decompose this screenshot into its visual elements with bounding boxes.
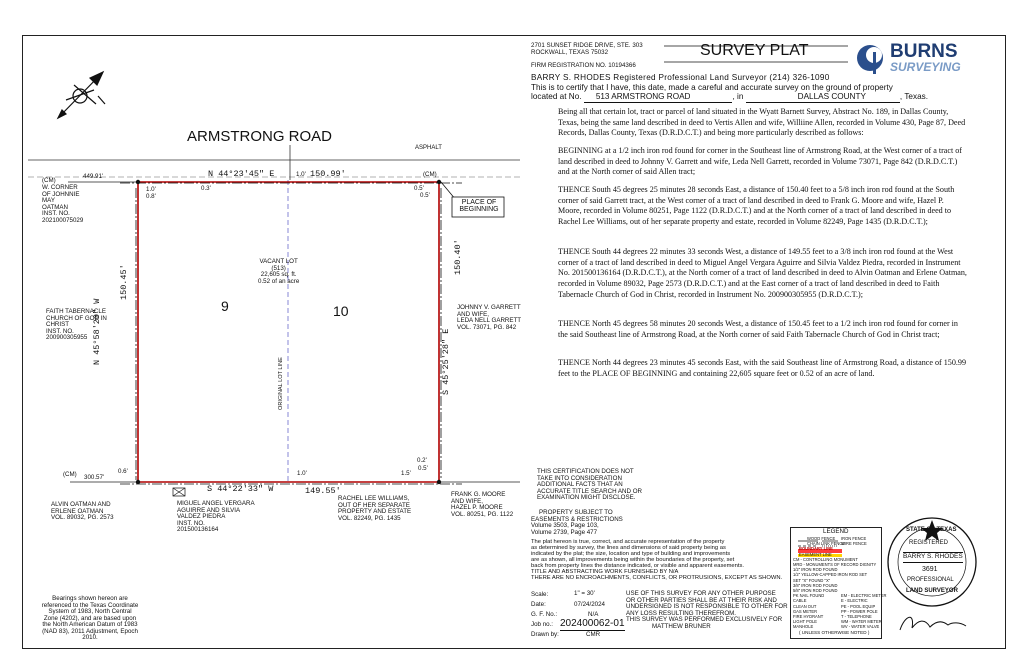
offset-ne-1: 0.5'	[414, 185, 424, 192]
cm-sw: (CM)	[63, 471, 77, 478]
easements-note: PROPERTY SUBJECT TO EASEMENTS & RESTRICTIONS Volume 3503, Page 103, Volume 2739, Page 477	[531, 509, 623, 536]
iron-rod-icon	[136, 180, 140, 184]
description-para-1: Being all that certain lot, tract or parcel of land situated in the Wyatt Barnett Survey, Abstract No. 189, in Dallas County, Texas, being the same land described in deed to Vertis Allen and wife, Williine Allen, recorded in Volume 430, Page 87, Deed Records, Dallas County, Texas (D.R.D.C.T.) and being more particularly described as follows:	[558, 107, 966, 138]
description-para-4: THENCE South 44 degrees 22 minutes 33 seconds West, a distance of 149.55 feet to a 3/8 inch iron rod found at the West corner of a tract of land described in deed to Miguel Angel Vergara Aguirre and Silvia Valdez Piedra, recorded in Instrument No. 201500136164 (D.R.D.C.T.), at the North corner of a tract of land described in deed to Alvin Oatman and Erlene Oatman, recorded in Volume 89032, Page 2573 (D.R.D.C.T.) and at the East corner of a tract of land described in deed to Faith Tabernacle Church of God in Christ, recorded in Instrument No. 200900305955 (D.R.D.C.T.);	[558, 247, 967, 299]
seal-surveyor: LAND SURVEYOR	[906, 588, 958, 594]
north-arrow-icon	[58, 72, 105, 118]
page-title: SURVEY PLAT	[700, 42, 809, 59]
seal-state: STATE OF TEXAS	[906, 527, 957, 533]
dim-449: 449.91'	[83, 173, 104, 180]
north-distance: 150.99'	[310, 169, 346, 179]
offset-se-3: 1.5'	[401, 470, 411, 477]
vacant-lot-note: VACANT LOT (513) 22,605 sq. ft. 0.52 of an acre	[258, 258, 300, 285]
cm-nw: (CM)	[42, 177, 56, 184]
iron-rod-icon	[437, 480, 441, 484]
lot-9-label: 9	[221, 298, 229, 314]
iron-rod-icon	[437, 180, 441, 184]
firm-address: 2701 SUNSET RIDGE DRIVE, STE. 303 ROCKWALL, TEXAS 75032	[531, 42, 643, 56]
se-adjoiner: FRANK G. MOORE AND WIFE, HAZEL P. MOORE VOL. 80251, PG. 1122	[451, 491, 514, 518]
east-adjoiner: JOHNNY V. GARRETT AND WIFE, LEDA NELL GARRETT VOL. 73071, PG. 842	[457, 304, 522, 331]
original-lot-line-label: ORIGINAL LOT LINE	[278, 357, 284, 410]
gf-value: N/A	[588, 611, 599, 618]
description-para-2: BEGINNING at a 1/2 inch iron rod found for corner in the Southeast line of Armstrong Road, at the West corner of a tract of land described in deed to Johnny V. Garrett and wife, Leda Nell Garrett, recorded in Volume 73071, Page 842 (D.R.D.C.T.) and at the North corner of said Allen tract;	[558, 146, 963, 177]
description-para-5: THENCE North 45 degrees 58 minutes 20 seconds West, a distance of 150.45 feet to a 1/2 inch iron rod found for corner in the said Southeast line of Armstrong Road, at the North corner of said Faith Tabernacle Church of God in Christ tract;	[558, 319, 958, 339]
seal-name: BARRY S. RHODES	[903, 552, 963, 563]
dim-300: 300.57'	[84, 474, 105, 481]
scale-label: Scale:	[531, 591, 549, 598]
legend	[790, 527, 887, 639]
cm-ne: (CM)	[423, 171, 437, 178]
job-value: 202400062-01	[560, 618, 625, 629]
offset-se-1: 0.2'	[417, 457, 427, 464]
s1-adjoiner: MIGUEL ANGEL VERGARA AGUIRRE AND SILVIA VALDEZ PIEDRA INST. NO. 201500136164	[177, 500, 255, 533]
west-distance: 150.45'	[119, 264, 129, 300]
north-bearing: N 44°23'45" E	[208, 169, 275, 179]
bearings-note: Bearings shown hereon are referenced to the Texas Coordinate System of 1983, North Central Zone (4202), and are based upon the North American Datum of 1983 (NAD 83), 2011 Adjustment, Epoch 2010.	[41, 595, 139, 641]
lot-10-label: 10	[333, 303, 349, 319]
seal-number: 3691	[922, 566, 938, 573]
offset-nw-2: 0.8'	[146, 193, 156, 200]
signature-icon	[900, 617, 966, 630]
west-bearing: N 45°58'20" W	[92, 298, 102, 365]
firm-registration: FIRM REGISTRATION NO. 10194366	[531, 62, 636, 69]
surveyor-line: BARRY S. RHODES Registered Professional Land Surveyor (214) 326-1090	[531, 73, 830, 82]
gf-label: G. F. No.:	[531, 611, 558, 618]
located-line: located at No. 513 ARMSTRONG ROAD , in DALLAS COUNTY , Texas.	[531, 92, 928, 101]
offset-se-2: 0.5'	[418, 465, 428, 472]
legend-right-column: IRON FENCE WIRE FENCE EM - ELECTRIC METER E - ELECTRIC PE - POOL EQUIP PP - POWER POLE T - TELEPHONE WM - WATER METER WV - WATER VALVE	[841, 536, 887, 630]
offset-s-1: 1.0'	[297, 470, 307, 477]
offset-nw-3: 0.3'	[201, 185, 211, 192]
job-label: Job no.:	[531, 621, 554, 628]
date-value: 07/24/2024	[574, 601, 605, 608]
east-distance: 150.40'	[453, 239, 463, 275]
boundary-line	[138, 182, 439, 482]
logo-text-bottom: SURVEYING	[890, 60, 961, 74]
road-name-label: ARMSTRONG ROAD	[187, 128, 333, 145]
scale-value: 1" = 30'	[574, 590, 595, 597]
east-bearing: S 45°25'28" E	[441, 328, 451, 395]
offset-n-1: 1.0'	[296, 171, 306, 178]
location-address: 513 ARMSTRONG ROAD	[584, 93, 733, 103]
south-bearing: S 44°22'33" W	[207, 484, 274, 494]
signature-text	[890, 640, 897, 641]
location-county: DALLAS COUNTY	[746, 93, 900, 103]
iron-rod-icon	[136, 480, 140, 484]
seal-registered: REGISTERED	[909, 540, 949, 546]
legend-title: LEGEND	[823, 528, 849, 535]
pob-label: PLACE OF BEGINNING	[459, 199, 499, 214]
legend-unless-note: ( UNLESS OTHERWISE NOTED )	[799, 630, 870, 635]
description-para-6: THENCE North 44 degrees 23 minutes 45 seconds East, with the said Southeast line of Armstrong Road, a distance of 150.99 feet to the PLACE OF BEGINNING and containing 22,605 square feet or 0.52 of an acre of land.	[558, 358, 966, 378]
asphalt-label: ASPHALT	[415, 145, 442, 151]
nw-adjoiner: W. CORNER OF JOHNNIE MAY OATMAN INST. NO. 202100075029	[42, 184, 84, 224]
drawn-value: CMR	[586, 631, 601, 638]
sw-adjoiner: ALVIN OATMAN AND ERLENE OATMAN VOL. 89032, PG. 2573	[51, 501, 114, 521]
accuracy-statement: The plat hereon is true, correct, and accurate representation of the property as determined by survey, the lines and dimensions of said property being as indicated by the plat; the size, location and type of building and improvements are as shown, all improvements being within the boundaries of the property, set back from property lines the distance indicated, or visible and apparent easements. TITLE AND ABSTRACTING WORK FURNISHED BY N/A THERE ARE NO ENCROACHMENTS, CONFLICTS, OR PROTRUSIONS, EXCEPT AS SHOWN.	[531, 539, 783, 582]
use-note: USE OF THIS SURVEY FOR ANY OTHER PURPOSE OR OTHER PARTIES SHALL BE AT THEIR RISK AND UNDERSIGNED IS NOT RESPONSIBLE TO OTHER FOR ANY LOSS RESULTING THEREFROM. THIS SURVEY WAS PERFORMED EXCLUSIVELY FOR MATTHEW BRUNER	[626, 590, 788, 630]
logo-text-top: BURNS	[890, 41, 958, 62]
west-adjoiner: FAITH TABERNACLE CHURCH OF GOD IN CHRIST INST. NO. 200900305955	[46, 308, 107, 341]
offset-sw-1: 0.6'	[118, 468, 128, 475]
south-distance: 149.55'	[305, 486, 341, 496]
offset-ne-2: 0.5'	[420, 192, 430, 199]
legend-left-column: WOOD FENCE CHAIN LINK FENCE BOUNDARY LINE EASEMENT LINE CM - CONTROLLING MONUMENT MRD - MONUMENTS OF RECORD DIGNITY 1/2" IRON ROD FOUND 1/2" YELLOW-CAPPED IRON ROD SET SET "X" FOUND "X" 3/8" IRON ROD FOUND 5/8" IRON ROD FOUND PK NAIL FOUND CABLE CLEAN OUT GAS METER FIRE HYDRANT LIGHT POLE MANHOLE	[793, 536, 877, 630]
s2-adjoiner: RACHEL LEE WILLIAMS, OUT OF HER SEPARATE PROPERTY AND ESTATE VOL. 82249, PG. 1435	[338, 495, 412, 522]
offset-nw-1: 1.0'	[146, 186, 156, 193]
certification-note: THIS CERTIFICATION DOES NOT TAKE INTO CONSIDERATION ADDITIONAL FACTS THAT AN ACCURATE TITLE SEARCH AND OR EXAMINATION MIGHT DISCLOSE.	[537, 468, 642, 501]
description-para-3: THENCE South 45 degrees 25 minutes 28 seconds East, a distance of 150.40 feet to a 5/8 inch iron rod found at the South corner of said Garrett tract, at the West corner of a tract of land described in deed to Frank G. Moore and wife, Hazel P. Moore, recorded in Volume 80251, Page 1122 (D.R.D.C.T.) and at the North corner of a tract of land described in deed to Rachel Lee Williams, out of her separate property and estate, recorded in Volume 82249, Page 1435 (D.R.D.C.T.);	[558, 185, 955, 227]
seal-professional: PROFESSIONAL	[907, 577, 954, 583]
certify-line: This is to certify that I have, this date, made a careful and accurate survey on the ground of property	[531, 83, 893, 92]
drawn-label: Drawn by:	[531, 631, 559, 638]
date-label: Date:	[531, 601, 546, 608]
